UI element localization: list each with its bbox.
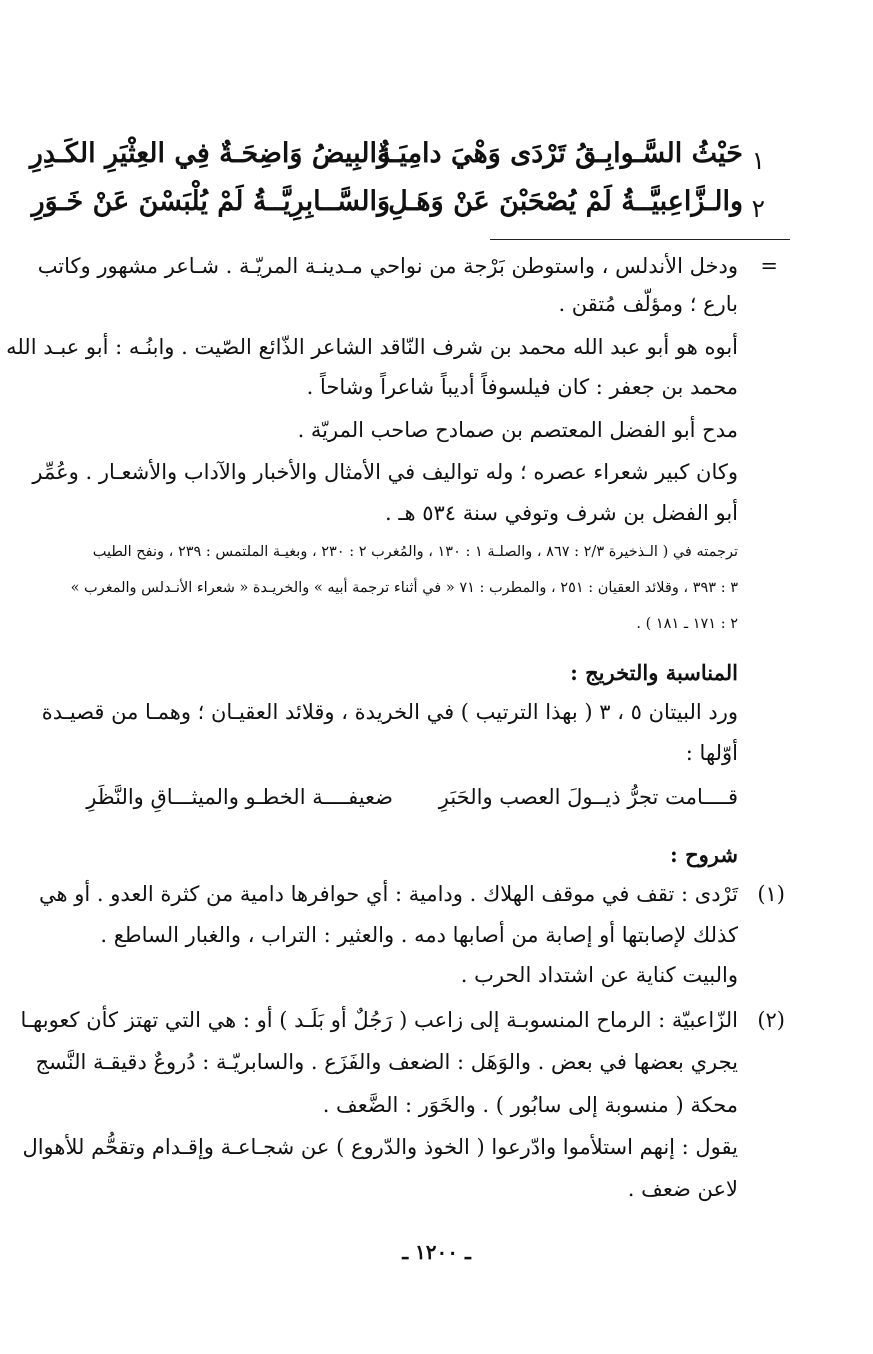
note-line: لاعن ضعف . bbox=[627, 1177, 738, 1201]
note-line: يجري بعضها في بعض . والوَهَل : الضعف والفَزَع . والسابريّـة : دُروعٌ دقيقـة النَّسج bbox=[35, 1050, 738, 1074]
sources-line: ترجمته في ( الـذخيرة ٢/٣ : ٨٦٧ ، والصلـة ١ : ١٣٠ ، والمُغرب ٢ : ٢٣٠ ، وبغيـة الملتمس : ٢٣٩ ، ونفح الطيب bbox=[92, 544, 738, 560]
bio-line: أبوه هو أبو عبد الله محمد بن شرف النّاقد الشاعر الذّائع الصّيت . وابنُـه : أبو عبـد الله bbox=[6, 335, 738, 359]
quoted-verse-first: قــــامت تجرُّ ذيــولَ العصب والحَبَرِ bbox=[438, 785, 738, 809]
bio-line: مدح أبو الفضل المعتصم بن صمادح صاحب المريّة . bbox=[297, 418, 738, 442]
note-line: تَرْدى : تقف في موقف الهلاك . ودامية : أي حوافرها دامية من كثرة العدو . أو هي bbox=[38, 882, 738, 906]
verse-first-hemistich: حَيْثُ السَّـوابِـقُ تَرْدَى وَهْيَ دامِيَـةٌ bbox=[377, 138, 743, 169]
sources-line: ٢ : ١٧١ ـ ١٨١ ) . bbox=[636, 616, 738, 632]
section-heading: شروح : bbox=[670, 842, 738, 867]
takhrij-line: ورد البيتان ٥ ، ٣ ( بهذا الترتيب ) في الخريدة ، وقلائد العقيـان ؛ وهمـا من قصيـدة bbox=[41, 700, 738, 724]
verse-number: ١ bbox=[751, 146, 765, 175]
note-line: كذلك لإصابتها أو إصابة من أصابها دمه . والعثير : التراب ، والغبار الساطع . bbox=[100, 923, 738, 947]
bio-line: بارع ؛ ومؤلّف مُتقن . bbox=[558, 292, 738, 316]
note-line: يقول : إنهم استلأموا وادّرعوا ( الخوذ والدّروع ) عن شجـاعـة وإقـدام وتقحُّم للأهوال bbox=[22, 1135, 738, 1159]
verse-number: ٢ bbox=[751, 194, 765, 223]
bio-line: محمد بن جعفر : كان فيلسوفاً أديباً شاعراً وشاحاً . bbox=[306, 375, 738, 399]
takhrij-line: أوّلها : bbox=[685, 741, 738, 765]
note-line: الزّاعبيّة : الرماح المنسوبـة إلى زاعب ( رَجُلٌ أو بَلَـد ) أو : هي التي تهتز كأن كعوبهـا bbox=[20, 1008, 738, 1032]
verse-second-hemistich: وَالبِيضُ وَاضِحَـةٌ فِي العِثْيَرِ الكَـدِرِ bbox=[29, 138, 390, 169]
note-line: والبيت كناية عن اشتداد الحرب . bbox=[460, 963, 738, 987]
quoted-verse-second: ضعيفــــة الخطـو والميثـــاقِ والنَّظَرِ bbox=[86, 785, 393, 809]
note-number: (١) bbox=[757, 882, 785, 906]
bio-line: ودخل الأندلس ، واستوطن بَرْجة من نواحي مـدينـة المريّـة . شـاعر مشهور وكاتب bbox=[37, 254, 738, 278]
note-number: (٢) bbox=[757, 1008, 785, 1032]
bio-line: وكان كبير شعراء عصره ؛ وله تواليف في الأمثال والأخبار والآداب والأشعـار . وعُمِّر bbox=[32, 460, 738, 484]
verse-first-hemistich: والـزَّاعِبيَّــةُ لَمْ يُصْحَبْنَ عَنْ وَهَـلِ bbox=[388, 186, 743, 217]
verse-second-hemistich: وَالسَّــابِرِيَّــةُ لَمْ يُلْبَسْنَ عَنْ خَـوَرِ bbox=[31, 186, 390, 217]
note-line: محكة ( منسوبة إلى سابُور ) . والخَوَر : الضَّعف . bbox=[322, 1093, 738, 1117]
bio-line: أبو الفضل بن شرف وتوفي سنة ٥٣٤ هـ . bbox=[384, 501, 738, 525]
footnote-separator bbox=[490, 239, 790, 240]
page-number: ـ ١٢٠٠ ـ bbox=[402, 1240, 471, 1264]
continuation-marker: = bbox=[760, 254, 778, 278]
sources-line: ٣ : ٣٩٣ ، وقلائد العقيان : ٢٥١ ، والمطرب : ٧١ « في أثناء ترجمة أبيه » والخريـدة « شعراء الأنـدلس والمغرب » bbox=[70, 580, 738, 596]
section-heading: المناسبة والتخريج : bbox=[570, 660, 738, 685]
